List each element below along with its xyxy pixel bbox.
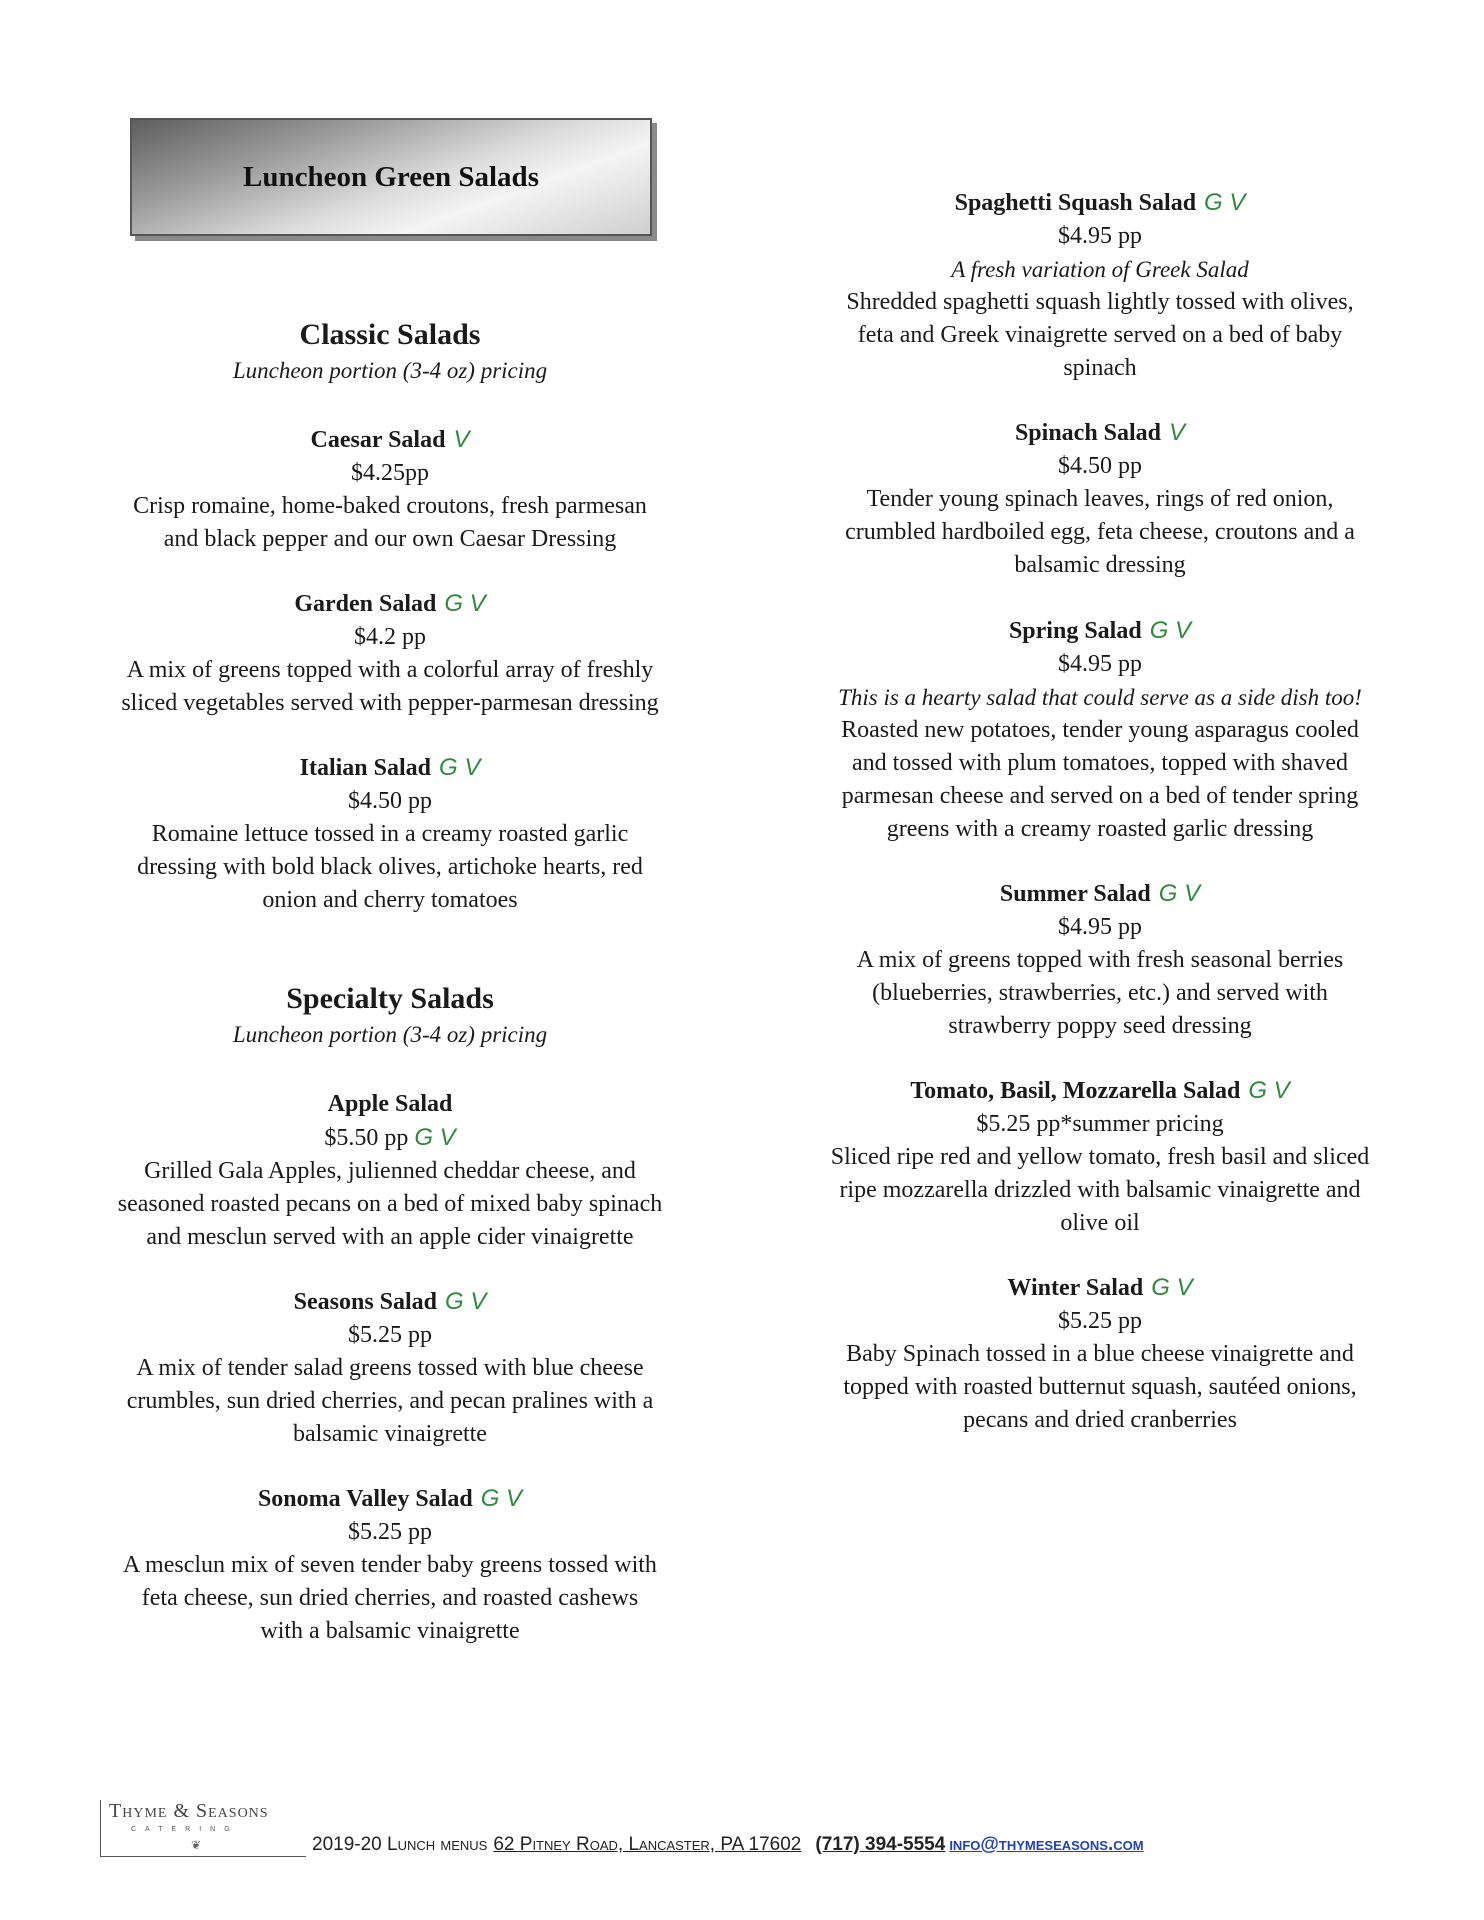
item-price: $5.50 pp <box>324 1125 409 1151</box>
item-name: Apple Salad <box>327 1091 453 1117</box>
item-price: $5.25 pp <box>1058 1308 1142 1334</box>
diet-tag: G V <box>1151 1274 1193 1301</box>
menu-item-caesar <box>80 423 700 556</box>
menu-item-summer <box>790 877 1410 1043</box>
item-price: $4.95 pp <box>1058 914 1142 940</box>
item-desc-line: strawberry poppy seed dressing <box>948 1013 1252 1039</box>
item-price: $4.50 pp <box>1058 453 1142 479</box>
item-desc-line: seasoned roasted pecans on a bed of mixed baby spinach <box>117 1191 663 1217</box>
menu-item-spaghetti-squash <box>790 186 1410 385</box>
menu-item-apple <box>80 1088 700 1254</box>
company-logo <box>100 1800 306 1857</box>
classic-subheading: Luncheon portion (3-4 oz) pricing <box>232 358 548 383</box>
item-desc-line: pecans and dried cranberries <box>963 1407 1237 1433</box>
item-desc-line: with a balsamic vinaigrette <box>260 1618 520 1644</box>
diet-tag: G V <box>445 1288 487 1315</box>
diet-tag: G V <box>414 1124 456 1151</box>
diet-tag: G V <box>480 1485 523 1512</box>
item-desc-line: Tender young spinach leaves, rings of red onion, <box>866 486 1334 512</box>
item-price: $4.2 pp <box>354 624 426 650</box>
item-note: This is a hearty salad that could serve as a side dish too! <box>838 685 1362 710</box>
section-title-box <box>130 118 652 236</box>
item-desc-line: greens with a creamy roasted garlic dressing <box>886 816 1314 842</box>
diet-tag: V <box>453 426 470 453</box>
menu-item-sonoma <box>80 1482 700 1648</box>
specialty-heading: Specialty Salads <box>286 982 494 1015</box>
item-name: Spaghetti Squash Salad <box>954 190 1197 216</box>
footer-label: 2019-20 Lunch menus <box>312 1834 488 1855</box>
item-name: Garden Salad <box>294 591 437 617</box>
item-desc-line: Roasted new potatoes, tender young asparagus cooled <box>841 717 1359 743</box>
logo-subtitle: CATERING <box>131 1826 239 1833</box>
item-desc-line: parmesan cheese and served on a bed of tender spring <box>841 783 1359 809</box>
footer <box>100 1800 1400 1860</box>
item-price: $5.25 pp <box>348 1322 432 1348</box>
diet-tag: G V <box>439 754 481 781</box>
diet-tag: V <box>1169 419 1186 446</box>
item-desc-line: Crisp romaine, home-baked croutons, fresh parmesan <box>133 493 647 519</box>
classic-heading: Classic Salads <box>299 318 481 351</box>
item-desc-line: Sliced ripe red and yellow tomato, fresh basil and sliced <box>830 1144 1370 1170</box>
diet-tag: G V <box>1248 1077 1290 1104</box>
menu-item-spinach <box>790 416 1410 582</box>
item-desc-line: ripe mozzarella drizzled with balsamic vinaigrette and <box>839 1177 1361 1203</box>
item-desc-line: and tossed with plum tomatoes, topped with shaved <box>852 750 1348 776</box>
diet-tag: G V <box>1204 189 1246 216</box>
item-name: Summer Salad <box>999 881 1151 907</box>
footer-address-link[interactable]: 62 Pitney Road, Lancaster, PA 17602 <box>493 1834 802 1855</box>
item-note: A fresh variation of Greek Salad <box>951 257 1249 282</box>
item-price: $4.50 pp <box>348 788 432 814</box>
item-price: $4.25pp <box>351 460 429 486</box>
menu-item-winter <box>790 1271 1410 1437</box>
item-desc-line: onion and cherry tomatoes <box>262 887 518 913</box>
specialty-subheading: Luncheon portion (3-4 oz) pricing <box>232 1022 548 1047</box>
item-desc-line: and mesclun served with an apple cider vinaigrette <box>146 1224 634 1250</box>
item-desc-line: feta and Greek vinaigrette served on a bed of baby <box>857 322 1343 348</box>
item-name: Seasons Salad <box>293 1289 438 1315</box>
item-desc-line: dressing with bold black olives, artichoke hearts, red <box>137 854 643 880</box>
item-name: Spring Salad <box>1008 618 1142 644</box>
item-desc-line: topped with roasted butternut squash, sautéed onions, <box>843 1374 1357 1400</box>
item-desc-line: A mix of tender salad greens tossed with blue cheese <box>136 1355 644 1381</box>
item-desc-line: Baby Spinach tossed in a blue cheese vinaigrette and <box>846 1341 1354 1367</box>
menu-item-garden <box>80 587 700 720</box>
leaf-icon: ❦ <box>191 1838 202 1852</box>
item-price: $4.95 pp <box>1058 223 1142 249</box>
footer-contact-line <box>312 1834 1144 1856</box>
item-name: Spinach Salad <box>1014 420 1162 446</box>
item-desc-line: A mix of greens topped with fresh seasonal berries <box>856 947 1344 973</box>
logo-name: Thyme & Seasons <box>109 1800 269 1822</box>
item-price: $5.25 pp*summer pricing <box>976 1111 1224 1137</box>
item-desc-line: crumbled hardboiled egg, feta cheese, croutons and a <box>845 519 1355 545</box>
item-desc-line: balsamic dressing <box>1014 552 1186 578</box>
page-title: Luncheon Green Salads <box>243 160 539 193</box>
item-name: Tomato, Basil, Mozzarella Salad <box>910 1078 1241 1104</box>
footer-email-link[interactable]: info@thymeseasons.com <box>949 1834 1144 1855</box>
item-desc-line: A mesclun mix of seven tender baby greens tossed with <box>123 1552 657 1578</box>
menu-item-tomato-basil-mozzarella <box>790 1074 1410 1240</box>
item-desc-line: sliced vegetables served with pepper-parmesan dressing <box>121 690 659 716</box>
item-name: Sonoma Valley Salad <box>257 1486 473 1512</box>
item-price: $5.25 pp <box>348 1519 432 1545</box>
diet-tag: G V <box>1149 617 1192 644</box>
item-desc-line: balsamic vinaigrette <box>293 1421 487 1447</box>
item-desc-line: and black pepper and our own Caesar Dressing <box>163 526 617 552</box>
item-price: $4.95 pp <box>1058 651 1142 677</box>
diet-tag: G V <box>1158 880 1201 907</box>
item-desc-line: A mix of greens topped with a colorful array of freshly <box>126 657 654 683</box>
item-desc-line: Grilled Gala Apples, julienned cheddar cheese, and <box>144 1158 636 1184</box>
item-desc-line: spinach <box>1063 355 1137 381</box>
item-name: Italian Salad <box>299 755 432 781</box>
item-desc-line: feta cheese, sun dried cherries, and roasted cashews <box>141 1585 639 1611</box>
menu-item-seasons <box>80 1285 700 1451</box>
item-name: Caesar Salad <box>310 427 446 453</box>
item-desc-line: (blueberries, strawberries, etc.) and served with <box>872 980 1328 1006</box>
item-name: Winter Salad <box>1007 1275 1144 1301</box>
item-desc-line: Romaine lettuce tossed in a creamy roasted garlic <box>151 821 629 847</box>
diet-tag: G V <box>444 590 486 617</box>
menu-item-italian <box>80 751 700 917</box>
item-desc-line: crumbles, sun dried cherries, and pecan pralines with a <box>126 1388 654 1414</box>
item-desc-line: olive oil <box>1060 1210 1140 1236</box>
item-desc-line: Shredded spaghetti squash lightly tossed with olives, <box>846 289 1354 315</box>
footer-phone-link[interactable]: (717) 394-5554 <box>815 1834 946 1855</box>
menu-item-spring <box>790 614 1410 846</box>
